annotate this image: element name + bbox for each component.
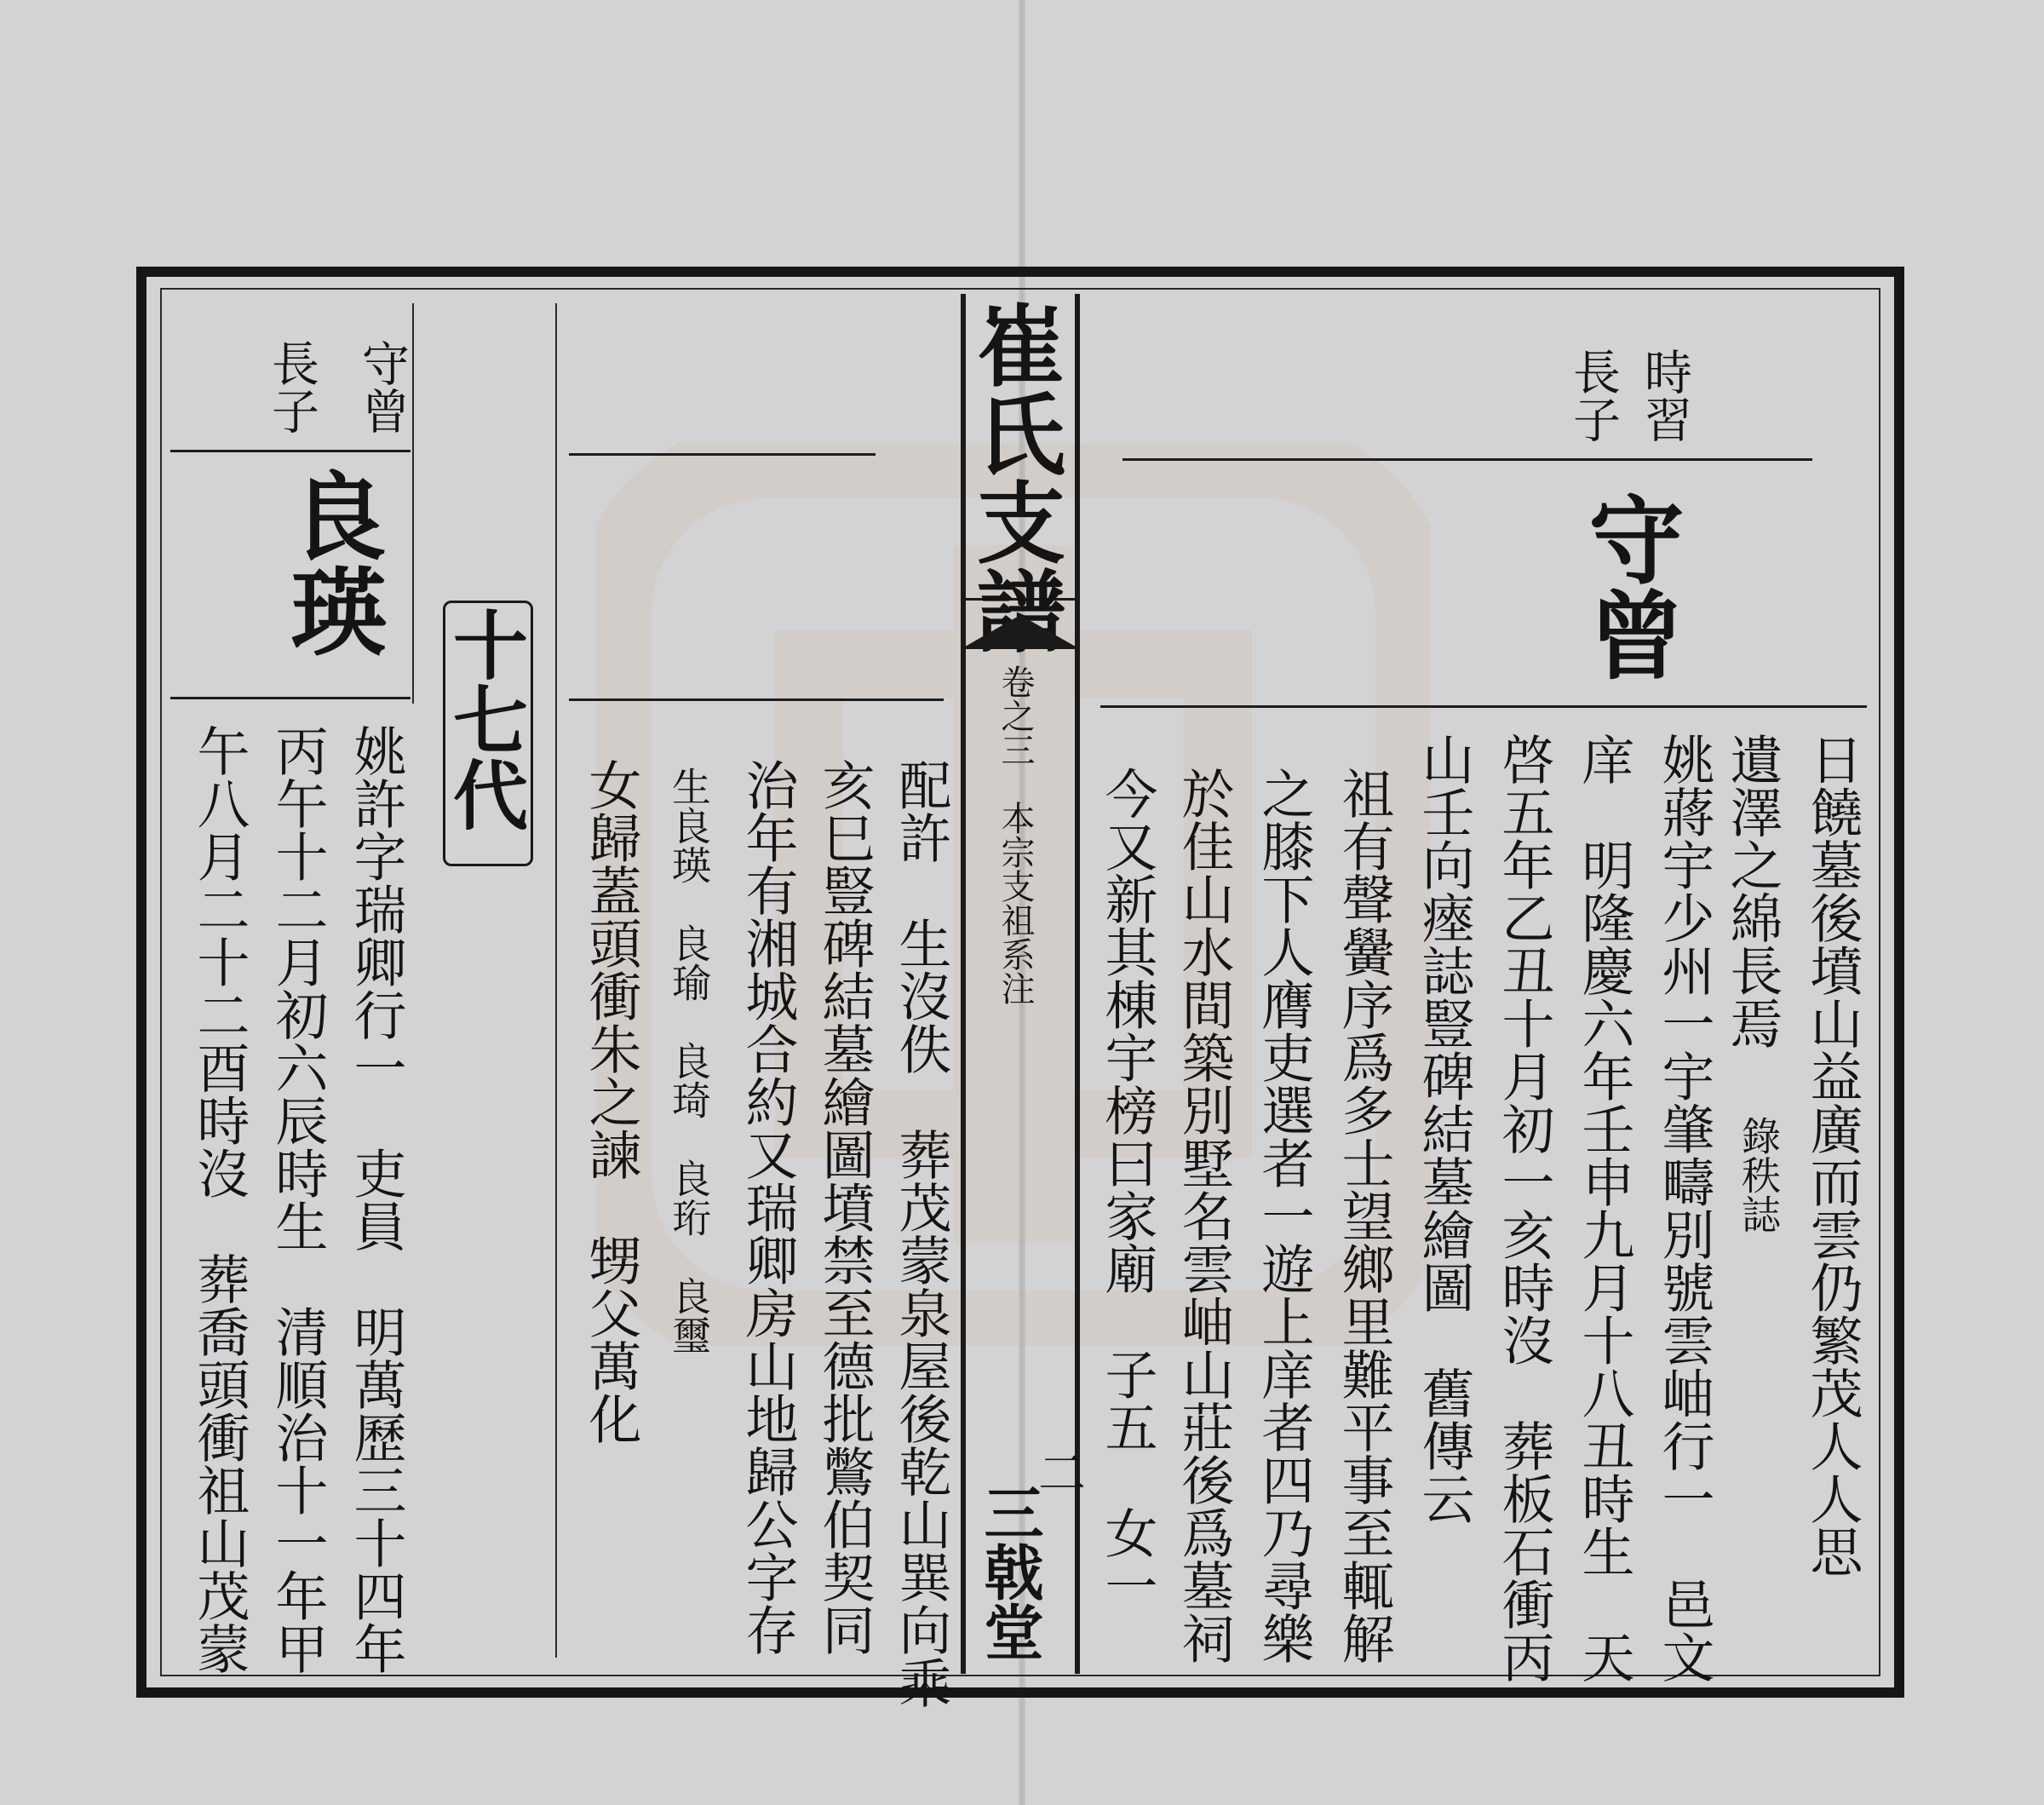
left-rule-1 [170,450,411,452]
page-number: 二 [1031,1448,1086,1496]
volume-label: 卷之三 本宗支祖系注 [996,664,1035,1005]
right-text-9: 之膝下人膺吏選者一遊上庠者四乃尋樂 [1253,767,1315,1664]
right-text-5: 庠 明隆慶六年壬申九月十八丑時生 天 [1573,733,1635,1683]
left-relation: 長子 [264,339,319,434]
middle-rule-2 [569,698,944,701]
right-text-1: 日饒墓後墳山益廣而雲仍繁茂人人思 [1801,733,1863,1578]
left-text-1: 姚許字瑞卿行一 吏員 明萬歷三十四年 [345,724,407,1675]
left-text-2: 丙午十二月初六辰時生 清順治十一年甲 [267,724,329,1675]
left-father: 守曾 [354,339,410,434]
right-father: 時習 [1637,348,1692,443]
hall-name: 三戟堂 [974,1482,1045,1661]
spine-chevron [961,615,1080,649]
right-text-11: 今又新其棟宇榜曰家廟 子五 女一 [1096,767,1158,1612]
right-rule-2 [1100,705,1867,708]
middle-rule-1 [569,453,876,456]
right-text-10: 於佳山水間築別墅名雲岫山莊後爲墓祠 [1173,767,1235,1664]
book-title: 崔氏支譜 [962,300,1066,654]
left-inner-divider [412,303,414,704]
right-text-4: 姚蔣宇少州一宇肇疇別號雲岫行一 邑文 [1653,733,1715,1683]
right-text-3: 錄秩誌 [1736,1116,1782,1233]
right-text-2: 遺澤之綿長焉 [1721,733,1783,1049]
left-text-3: 午八月二十二酉時沒 葬喬頭衝祖山茂蒙 [188,724,250,1675]
left-rule-2 [170,697,411,699]
middle-text-2: 亥巳豎碑結墓繪圖墳禁至德批鷩伯契同 [813,758,876,1656]
right-text-7: 山壬向瘞誌豎碑結墓繪圖 舊傳云 [1413,733,1475,1525]
left-divider [555,303,557,1658]
right-rule-1 [1122,458,1812,461]
right-text-6: 啓五年乙丑十月初一亥時沒 葬板石衝丙 [1493,733,1555,1683]
middle-text-3: 治年有湘城合約又瑞卿房山地歸公字存 [737,758,799,1656]
middle-text-1: 配許 生沒佚 葬茂蒙泉屋後乾山巽向乘 [890,758,952,1709]
right-name: 守曾 [1573,491,1685,681]
left-name: 良瑛 [275,467,387,658]
middle-text-5: 女歸蓋頭衝朱之諫 甥父萬化 [580,758,642,1445]
right-text-8: 祖有聲黌序爲多士望鄉里難平事至輒解 [1333,767,1395,1664]
middle-text-4: 生良瑛 良瑜 良琦 良珩 良璽 [666,767,712,1354]
generation-tag: 十七代 [441,606,530,831]
right-relation: 長子 [1565,348,1621,443]
